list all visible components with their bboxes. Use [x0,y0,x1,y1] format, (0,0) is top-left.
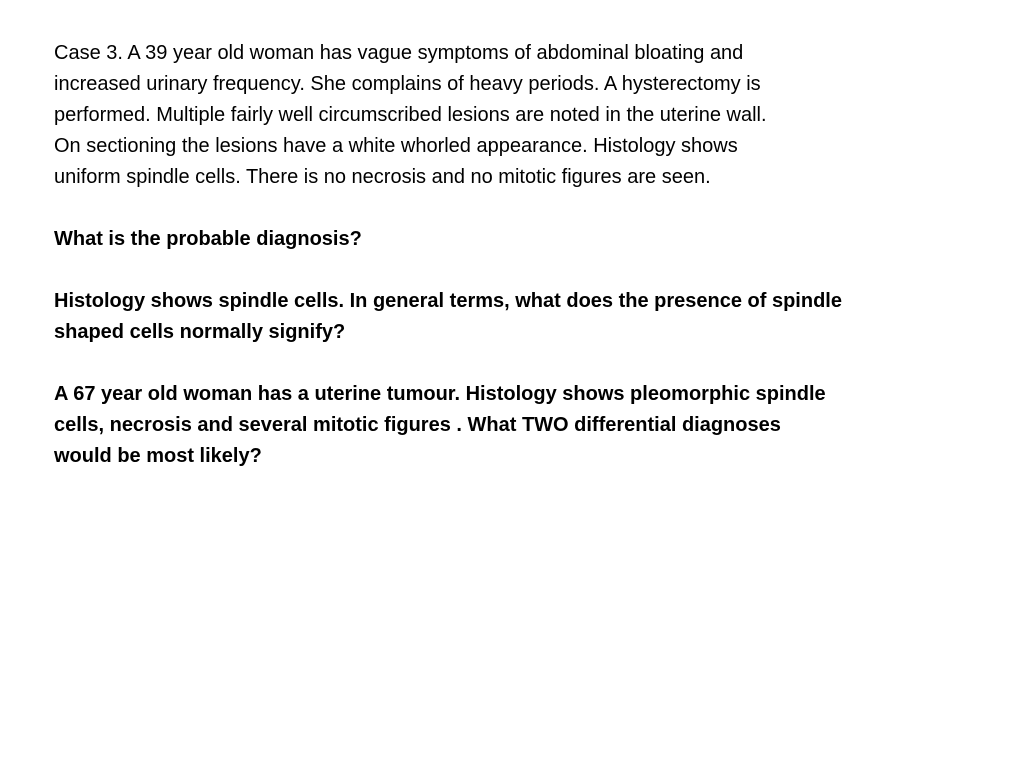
question-line: What is the probable diagnosis? [54,228,362,250]
question-differential [54,379,934,472]
question-line: would be most likely? [54,445,262,467]
question-line: shaped cells normally signify? [54,321,346,343]
question-line: Histology shows spindle cells. In general terms, what does the presence of spindle [54,290,842,312]
case-description [54,38,934,193]
question-line: cells, necrosis and several mitotic figures . What TWO differential diagnoses [54,414,781,436]
case-line: On sectioning the lesions have a white whorled appearance. Histology shows [54,135,738,157]
question-diagnosis [54,224,934,255]
case-line: increased urinary frequency. She complains of heavy periods. A hysterectomy is [54,73,761,95]
question-spindle-cells [54,286,934,348]
question-line: A 67 year old woman has a uterine tumour. Histology shows pleomorphic spindle [54,383,826,405]
case-line: performed. Multiple fairly well circumscribed lesions are noted in the uterine wall. [54,104,767,126]
case-line: uniform spindle cells. There is no necrosis and no mitotic figures are seen. [54,166,711,188]
case-line: Case 3. A 39 year old woman has vague symptoms of abdominal bloating and [54,42,744,64]
